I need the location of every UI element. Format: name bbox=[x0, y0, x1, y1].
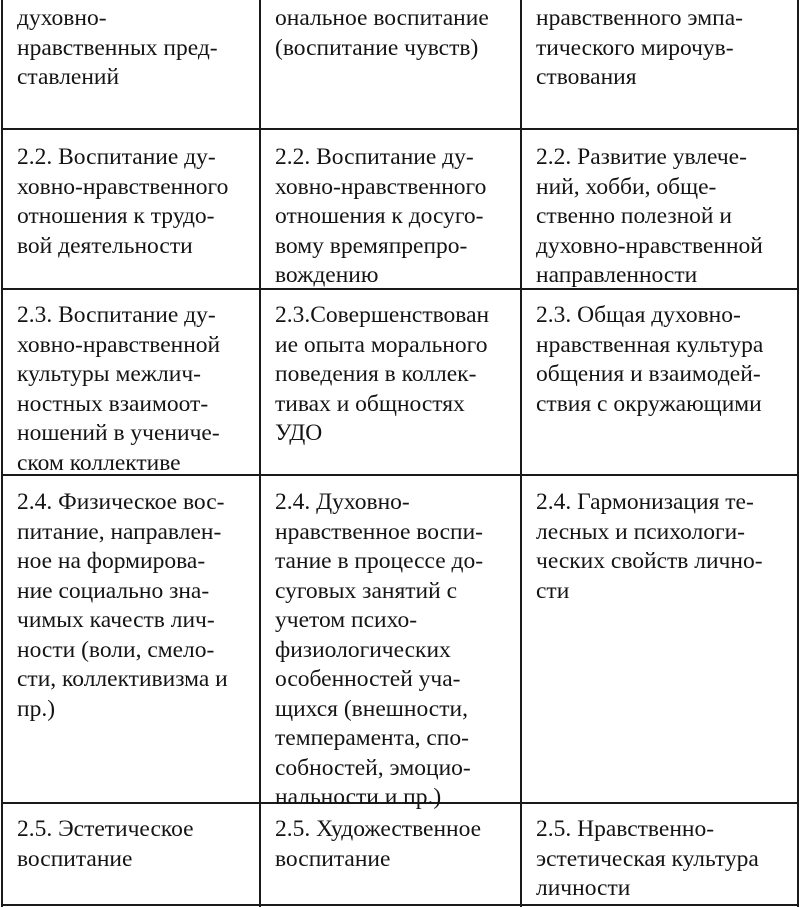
cell-line: отношения к трудо- bbox=[17, 203, 215, 229]
table-cell bbox=[261, 0, 520, 128]
cell-line: 2.2. Воспитание ду- bbox=[17, 144, 216, 170]
cell-line: ности (воли, смело- bbox=[17, 636, 215, 663]
cell-line: ие опыта морального bbox=[275, 331, 488, 358]
table-cell bbox=[522, 811, 797, 904]
cell-line: лесных и психологи- bbox=[536, 518, 746, 545]
cell-line: физиологических bbox=[275, 636, 451, 663]
cell-line: поведения в коллек- bbox=[275, 361, 477, 387]
cell-line: ческих свойств лично- bbox=[536, 548, 763, 574]
cell-line: воспитание bbox=[17, 845, 133, 872]
table-cell bbox=[261, 811, 520, 904]
cell-line: 2.5. Эстетическое bbox=[17, 816, 194, 842]
cell-line: тивах и общностях bbox=[275, 390, 465, 417]
cell-line: воспитание bbox=[275, 845, 391, 872]
table-cell bbox=[522, 0, 797, 128]
cell-line: вождению bbox=[275, 262, 379, 288]
cell-line: темперамента, спо- bbox=[275, 725, 469, 751]
cell-line: нальности и пр.) bbox=[275, 784, 442, 810]
cell-line: 2.5. Художественное bbox=[275, 816, 482, 842]
table-cell bbox=[522, 297, 797, 474]
cell-line: направленности bbox=[536, 262, 698, 288]
cell-line: 2.2. Развитие увлече- bbox=[536, 144, 747, 170]
cell-line: ствования bbox=[536, 64, 637, 90]
cell-line: чимых качеств лич- bbox=[17, 607, 215, 633]
cell-line: ношений в учениче- bbox=[17, 420, 220, 446]
cell-line: нравственного эмпа- bbox=[536, 5, 743, 31]
cell-line: тание в процессе до- bbox=[275, 548, 484, 574]
cell-line: ховно-нравственного bbox=[17, 173, 229, 200]
cell-line: вой деятельности bbox=[17, 232, 193, 259]
table-cell bbox=[3, 139, 259, 288]
cell-line: 2.2. Воспитание ду- bbox=[275, 144, 474, 170]
table-cell bbox=[3, 0, 259, 128]
cell-line: духовно-нравственной bbox=[536, 232, 763, 259]
cell-line: ностных взаимоот- bbox=[17, 390, 209, 417]
cell-line: (воспитание чувств) bbox=[275, 34, 479, 61]
table-border-right bbox=[797, 0, 799, 907]
cell-line: ставлений bbox=[17, 64, 120, 90]
cell-line: сти bbox=[536, 577, 570, 604]
cell-line: 2.3. Общая духовно- bbox=[536, 302, 741, 328]
cell-line: нравственных пред- bbox=[17, 34, 218, 61]
cell-line: ональное воспитание bbox=[275, 5, 489, 31]
cell-line: личности bbox=[536, 875, 631, 901]
cell-line: 2.3.Совершенствован bbox=[275, 302, 490, 328]
table-cell bbox=[3, 811, 259, 904]
cell-line: ние социально зна- bbox=[17, 577, 210, 604]
table-cell bbox=[3, 484, 259, 802]
cell-line: особенностей уча- bbox=[275, 666, 461, 692]
cell-line: УДО bbox=[275, 420, 323, 446]
cell-line: ховно-нравственной bbox=[17, 331, 221, 358]
cell-line: 2.4. Физическое вос- bbox=[17, 489, 225, 515]
cell-line: культуры межлич- bbox=[17, 361, 201, 387]
cell-line: собностей, эмоцио- bbox=[275, 754, 471, 781]
cell-line: ний, хобби, обще- bbox=[536, 173, 717, 200]
table-border-bottom bbox=[1, 904, 799, 906]
cell-line: эстетическая культура bbox=[536, 845, 759, 872]
table-cell bbox=[261, 139, 520, 288]
table-cell bbox=[261, 484, 520, 810]
cell-line: 2.4. Духовно- bbox=[275, 489, 410, 515]
table-cell bbox=[522, 139, 797, 288]
cell-line: нравственное воспи- bbox=[275, 518, 483, 545]
cell-line: питание, направлен- bbox=[17, 518, 222, 545]
table-cell bbox=[522, 484, 797, 802]
cell-line: 2.4. Гармонизация те- bbox=[536, 489, 754, 515]
cell-line: 2.5. Нравственно- bbox=[536, 816, 715, 842]
cell-line: ствия с окружающими bbox=[536, 390, 762, 417]
table-row-divider bbox=[1, 128, 799, 130]
cell-line: вому времяпрепро- bbox=[275, 232, 468, 259]
cell-line: ском коллективе bbox=[17, 449, 181, 476]
cell-line: щихся (внешности, bbox=[275, 695, 468, 722]
cell-line: нравственная культура bbox=[536, 331, 764, 358]
cell-line: суговых занятий с bbox=[275, 577, 458, 604]
cell-line: духовно- bbox=[17, 5, 107, 31]
cell-line: тического мирочув- bbox=[536, 34, 734, 61]
cell-line: ховно-нравственного bbox=[275, 173, 487, 200]
cell-line: отношения к досуго- bbox=[275, 203, 484, 229]
cell-line: общения и взаимодей- bbox=[536, 361, 761, 387]
cell-line: ное на формирова- bbox=[17, 548, 206, 574]
cell-line: пр.) bbox=[17, 695, 56, 722]
cell-line: сти, коллективизма и bbox=[17, 666, 228, 692]
cell-line: учетом психо- bbox=[275, 607, 418, 633]
table-cell bbox=[3, 297, 259, 474]
table-cell bbox=[261, 297, 520, 474]
cell-line: 2.3. Воспитание ду- bbox=[17, 302, 216, 328]
cell-line: ственно полезной и bbox=[536, 203, 732, 229]
